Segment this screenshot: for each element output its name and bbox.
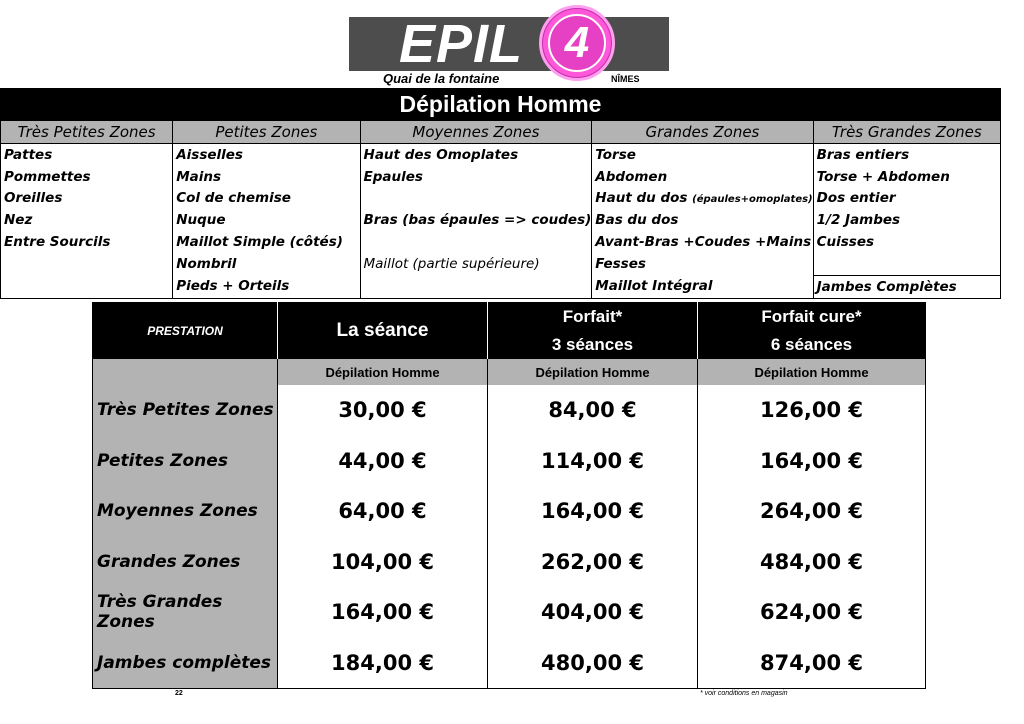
zone-item: Dos entier	[813, 188, 1000, 210]
price-seance: 30,00 €	[278, 385, 488, 436]
location-text: Quai de la fontaine	[383, 71, 500, 86]
price-cure: 264,00 €	[698, 486, 926, 537]
zones-row	[1, 231, 1001, 253]
zone-item: Abdomen	[592, 166, 813, 188]
price-row-label: Jambes complètes	[93, 638, 278, 689]
zone-item: Bras entiers	[813, 144, 1000, 166]
forfait-header-line2: 3 séances	[551, 335, 634, 354]
zones-row	[1, 144, 1001, 166]
price-forfait: 404,00 €	[488, 587, 698, 638]
price-row	[93, 537, 926, 588]
zone-item: Maillot (partie supérieure)	[360, 253, 592, 275]
price-cure: 624,00 €	[698, 587, 926, 638]
zone-item: Haut des Omoplates	[360, 144, 592, 166]
price-row	[93, 587, 926, 638]
zone-item: Oreilles	[1, 188, 173, 210]
column-header: Moyennes Zones	[360, 121, 592, 144]
price-forfait: 84,00 €	[488, 385, 698, 436]
forfait-header	[488, 303, 698, 360]
price-seance: 44,00 €	[278, 436, 488, 487]
logo-text: EPIL	[399, 14, 524, 74]
price-row	[93, 486, 926, 537]
price-row	[93, 638, 926, 689]
price-row-label: Très Grandes Zones	[93, 587, 278, 638]
price-forfait: 114,00 €	[488, 436, 698, 487]
zone-item: Pattes	[1, 144, 173, 166]
zones-title: Dépilation Homme	[0, 88, 1001, 120]
forfait-header-line1: Forfait*	[562, 307, 623, 326]
column-header: Petites Zones	[173, 121, 360, 144]
zone-item: Col de chemise	[173, 188, 360, 210]
prices-subheader-row	[93, 359, 926, 385]
price-row-label: Petites Zones	[93, 436, 278, 487]
zones-row	[1, 253, 1001, 275]
price-seance: 184,00 €	[278, 638, 488, 689]
column-header: Très Grandes Zones	[813, 121, 1000, 144]
zone-item: Torse	[592, 144, 813, 166]
zone-item: Pieds + Orteils	[173, 275, 360, 298]
zones-header-row	[1, 121, 1001, 144]
zones-row	[1, 275, 1001, 298]
subheader-label: Dépilation Homme	[698, 359, 926, 385]
logo-number: 4	[548, 14, 606, 72]
zone-item-detail: (épaules+omoplates)	[692, 194, 813, 206]
zones-row	[1, 188, 1001, 210]
zones-table	[0, 120, 1001, 299]
price-forfait: 262,00 €	[488, 537, 698, 588]
zone-item: Maillot Intégral	[592, 275, 813, 298]
price-seance: 64,00 €	[278, 486, 488, 537]
price-row	[93, 436, 926, 487]
zone-item: Nez	[1, 209, 173, 231]
zone-item: Entre Sourcils	[1, 231, 173, 253]
subheader-label: Dépilation Homme	[278, 359, 488, 385]
zone-item: Aisselles	[173, 144, 360, 166]
prices-header-row	[93, 303, 926, 360]
zone-item: Bas du dos	[592, 209, 813, 231]
zone-item: Maillot Simple (côtés)	[173, 231, 360, 253]
zone-item: Nombril	[173, 253, 360, 275]
price-row-label: Moyennes Zones	[93, 486, 278, 537]
zones-row	[1, 209, 1001, 231]
city-text: NÎMES	[611, 74, 640, 84]
zone-item: 1/2 Jambes	[813, 209, 1000, 231]
price-cure: 874,00 €	[698, 638, 926, 689]
zone-item: Jambes Complètes	[813, 275, 1000, 298]
price-cure: 126,00 €	[698, 385, 926, 436]
zone-item-text: Haut du dos	[595, 190, 688, 207]
zone-item: Avant-Bras +Coudes +Mains	[592, 231, 813, 253]
zone-item: Epaules	[360, 166, 592, 188]
price-row-label: Grandes Zones	[93, 537, 278, 588]
column-header: Grandes Zones	[592, 121, 813, 144]
page-number: 22	[175, 690, 183, 697]
zone-item: Cuisses	[813, 231, 1000, 253]
zone-item: Torse + Abdomen	[813, 166, 1000, 188]
footer-note: * voir conditions en magasin	[700, 690, 788, 697]
cure-header-line2: 6 séances	[770, 335, 853, 354]
price-cure: 164,00 €	[698, 436, 926, 487]
logo	[349, 14, 669, 74]
logo-circle-icon	[539, 5, 615, 81]
zone-item: Bras (bas épaules => coudes)	[360, 209, 592, 231]
seance-header: La séance	[278, 303, 488, 360]
zone-item: Mains	[173, 166, 360, 188]
prices-table	[92, 302, 926, 689]
price-forfait: 164,00 €	[488, 486, 698, 537]
price-seance: 164,00 €	[278, 587, 488, 638]
column-header: Très Petites Zones	[1, 121, 173, 144]
price-row-label: Très Petites Zones	[93, 385, 278, 436]
price-row	[93, 385, 926, 436]
price-cure: 484,00 €	[698, 537, 926, 588]
price-forfait: 480,00 €	[488, 638, 698, 689]
zone-item: Fesses	[592, 253, 813, 275]
zone-item: Pommettes	[1, 166, 173, 188]
price-seance: 104,00 €	[278, 537, 488, 588]
zone-item: Nuque	[173, 209, 360, 231]
cure-header-line1: Forfait cure*	[761, 307, 862, 326]
subheader-label: Dépilation Homme	[488, 359, 698, 385]
zones-row	[1, 166, 1001, 188]
prestation-header: PRESTATION	[93, 303, 278, 360]
cure-header	[698, 303, 926, 360]
zone-item	[592, 188, 813, 210]
